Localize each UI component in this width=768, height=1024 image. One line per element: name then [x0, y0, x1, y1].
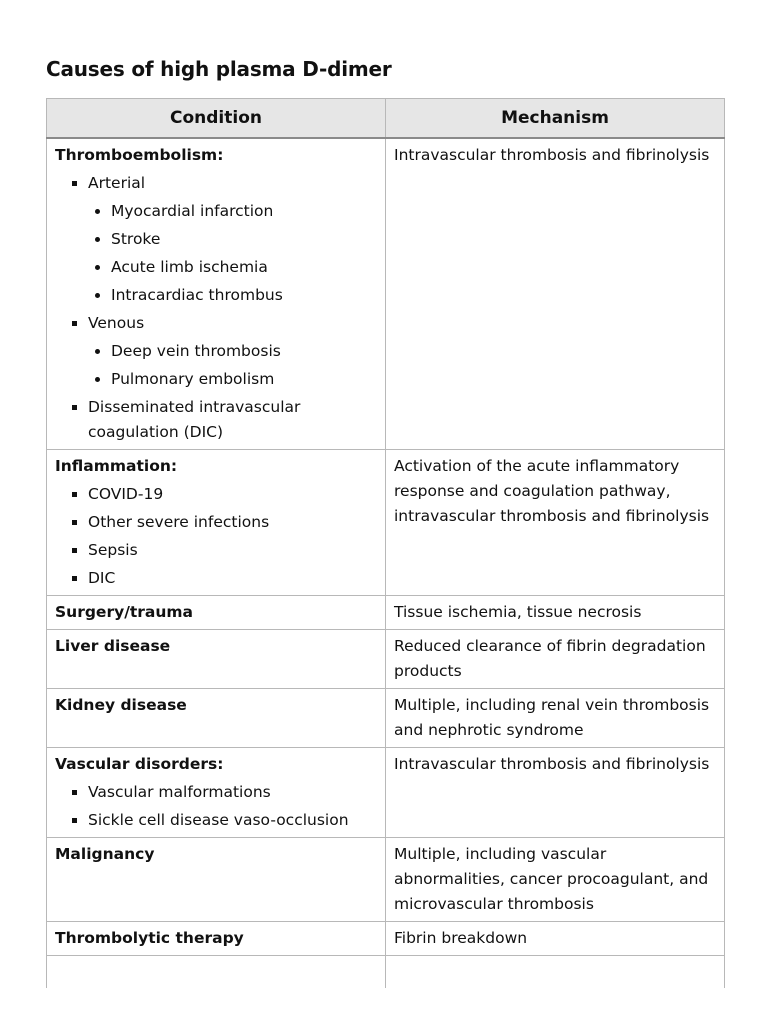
condition-list: [55, 780, 377, 833]
sub-list-item: • Acute limb ischemia: [111, 255, 377, 280]
condition-name: Liver disease: [55, 637, 171, 655]
list-item-label: Sepsis: [88, 541, 138, 559]
table-row: [47, 596, 725, 630]
table-row: [47, 956, 725, 989]
mechanism-cell: Multiple, including vascular abnormalities, cancer procoagulant, and microvascular thrombosis: [386, 838, 725, 922]
condition-cell: [47, 956, 386, 989]
page-bottom-edge: [0, 988, 768, 1024]
header-row: [47, 99, 725, 139]
condition-cell: [47, 689, 386, 748]
table-row: [47, 138, 725, 450]
list-item: [88, 538, 377, 563]
condition-cell: [47, 630, 386, 689]
list-item-label: Arterial: [88, 174, 146, 192]
table-row: [47, 689, 725, 748]
sub-list-item: • Myocardial infarction: [111, 199, 377, 224]
mechanism-cell: Intravascular thrombosis and fibrinolysis: [386, 748, 725, 838]
sub-list: [88, 339, 377, 392]
condition-cell: [47, 838, 386, 922]
condition-list: [55, 171, 377, 445]
list-item: [88, 311, 377, 392]
causes-table: [46, 98, 725, 988]
list-item: [88, 395, 377, 445]
list-item-label: Other severe infections: [88, 513, 270, 531]
column-header-condition: Condition: [47, 99, 386, 139]
mechanism-cell: Fibrin breakdown: [386, 922, 725, 956]
list-item-label: Vascular malformations: [88, 783, 271, 801]
mechanism-cell: Multiple, including renal vein thrombosis and nephrotic syndrome: [386, 689, 725, 748]
table-row: [47, 748, 725, 838]
list-item-label: DIC: [88, 569, 116, 587]
list-item: [88, 566, 377, 591]
sub-list-item: • Intracardiac thrombus: [111, 283, 377, 308]
condition-name: Inflammation:: [55, 457, 178, 475]
condition-cell: [47, 922, 386, 956]
page-title: Causes of high plasma D-dimer: [46, 57, 392, 81]
mechanism-cell: [386, 956, 725, 989]
condition-name: Kidney disease: [55, 696, 187, 714]
mechanism-cell: Intravascular thrombosis and fibrinolysis: [386, 138, 725, 450]
table-row: [47, 922, 725, 956]
table-body: [47, 138, 725, 988]
table-header: [47, 99, 725, 139]
column-header-mechanism: Mechanism: [386, 99, 725, 139]
list-item: [88, 171, 377, 308]
condition-cell: [47, 450, 386, 596]
table-row: [47, 630, 725, 689]
list-item-label: Sickle cell disease vaso-occlusion: [88, 811, 349, 829]
list-item: [88, 780, 377, 805]
sub-list-item: • Stroke: [111, 227, 377, 252]
sub-list-item: • Deep vein thrombosis: [111, 339, 377, 364]
table-row: [47, 450, 725, 596]
mechanism-cell: Activation of the acute inflammatory response and coagulation pathway, intravascular thrombosis and fibrinolysis: [386, 450, 725, 596]
list-item: [88, 510, 377, 535]
condition-cell: [47, 748, 386, 838]
condition-name: Surgery/trauma: [55, 603, 194, 621]
condition-name: Thromboembolism:: [55, 146, 224, 164]
condition-cell: [47, 596, 386, 630]
list-item: [88, 808, 377, 833]
list-item-label: Disseminated intravascular coagulation (DIC): [88, 398, 301, 441]
sub-list-item: • Pulmonary embolism: [111, 367, 377, 392]
condition-name: Thrombolytic therapy: [55, 929, 244, 947]
condition-list: [55, 482, 377, 591]
condition-name: Vascular disorders:: [55, 755, 224, 773]
condition-cell: [47, 138, 386, 450]
list-item-label: Venous: [88, 314, 145, 332]
mechanism-cell: Reduced clearance of fibrin degradation products: [386, 630, 725, 689]
list-item-label: COVID-19: [88, 485, 164, 503]
list-item: [88, 482, 377, 507]
mechanism-cell: Tissue ischemia, tissue necrosis: [386, 596, 725, 630]
condition-name: Malignancy: [55, 845, 155, 863]
table-row: [47, 838, 725, 922]
sub-list: [88, 199, 377, 308]
